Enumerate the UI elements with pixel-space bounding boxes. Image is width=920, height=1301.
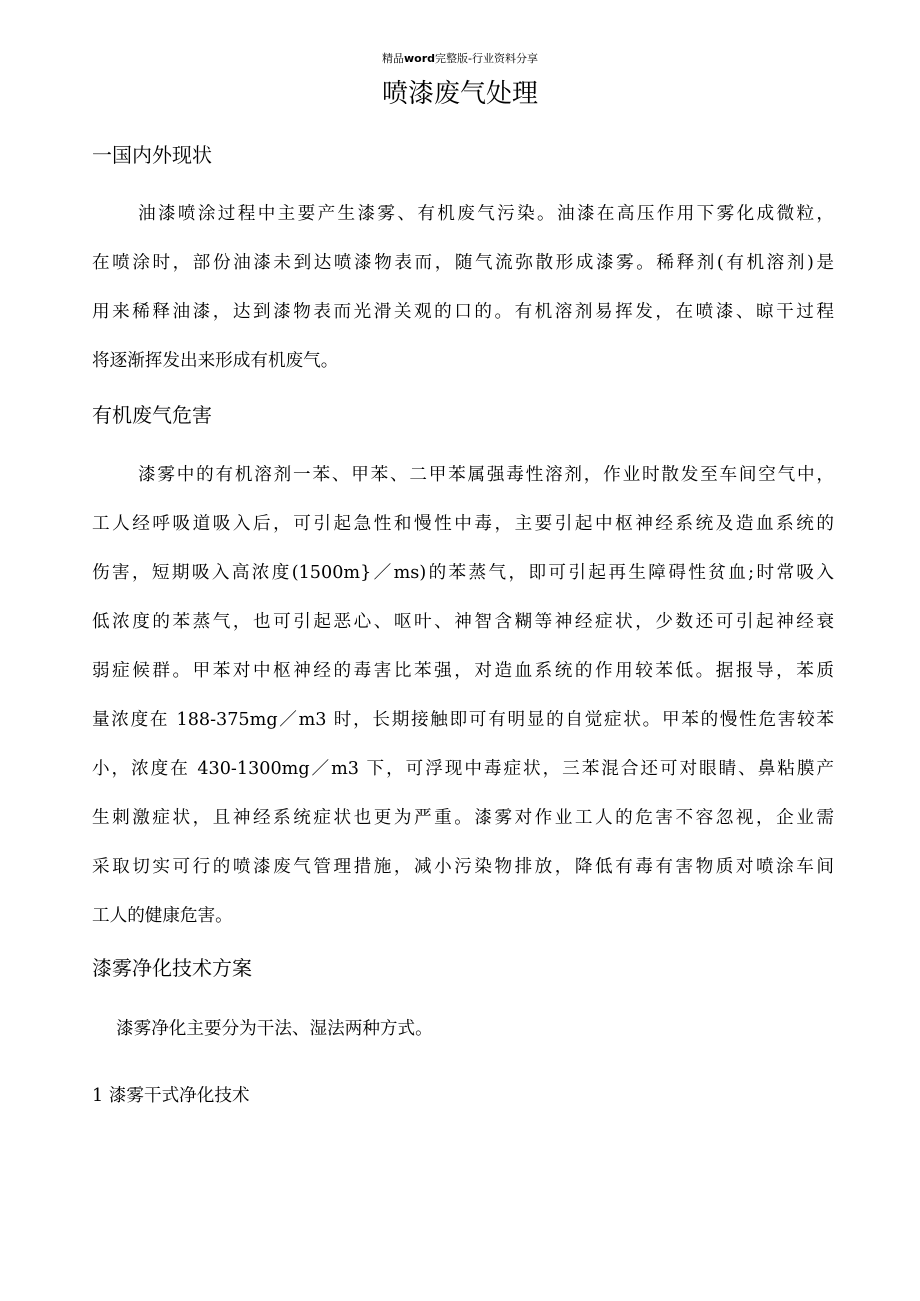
paragraph-line: 油漆喷涂过程中主要产生漆雾、有机废气污染。油漆在高压作用下雾化成微粒， — [138, 204, 834, 224]
paragraph-line: 将逐渐挥发出来形成有机废气。 — [92, 351, 339, 371]
header-suffix: 完整版-行业资料分享 — [435, 52, 538, 65]
page-title: 喷漆废气处理 — [381, 79, 538, 109]
header-prefix: 精品 — [382, 52, 404, 65]
subheading-dry-purification: 1 漆雾干式净化技术 — [92, 1086, 250, 1106]
paragraph-line: 小，浓度在 430-1300mg／m3 下，可浮现中毒症状，三苯混合还可对眼睛、鼻粘膜产 — [92, 759, 834, 779]
section-heading-purification: 漆雾净化技术方案 — [92, 956, 252, 980]
paragraph-line: 在喷涂时，部份油漆未到达喷漆物表而，随气流弥散形成漆雾。稀释剂(有机溶剂)是 — [92, 253, 834, 273]
paragraph-line: 漆雾中的有机溶剂一苯、甲苯、二甲苯属强毒性溶剂，作业时散发至车间空气中， — [138, 465, 834, 485]
section-paragraph-purification: 漆雾净化主要分为干法、湿法两种方式。 — [116, 1019, 433, 1039]
paragraph-line: 弱症候群。甲苯对中枢神经的毒害比苯强，对造血系统的作用较苯低。据报导，苯质 — [92, 661, 834, 681]
paragraph-line: 工人经呼吸道吸入后，可引起急性和慢性中毒，主要引起中枢神经系统及造血系统的 — [92, 514, 834, 534]
paragraph-line: 量浓度在 188-375mg／m3 时，长期接触即可有明显的自觉症状。甲苯的慢性危害较苯 — [92, 710, 834, 730]
section-heading-domestic-status: 一国内外现状 — [92, 143, 212, 167]
section-paragraph-domestic-status — [92, 190, 834, 386]
paragraph-line: 低浓度的苯蒸气，也可引起恶心、呕叶、神智含糊等神经症状，少数还可引起神经衰 — [92, 612, 834, 632]
paragraph-line: 伤害，短期吸入高浓度(1500m}／ms)的苯蒸气，即可引起再生障碍性贫血;时常吸入 — [92, 563, 834, 583]
paragraph-line: 采取切实可行的喷漆废气管理措施，减小污染物排放，降低有毒有害物质对喷涂车间 — [92, 857, 834, 877]
section-heading-hazards: 有机废气危害 — [92, 403, 212, 427]
header-bold: word — [404, 52, 436, 65]
page-header — [0, 52, 920, 66]
paragraph-line: 生刺激症状，且神经系统症状也更为严重。漆雾对作业工人的危害不容忽视，企业需 — [92, 808, 834, 828]
section-paragraph-hazards — [92, 451, 834, 941]
paragraph-line: 用来稀释油漆，达到漆物表而光滑关观的口的。有机溶剂易挥发，在喷漆、晾干过程 — [92, 302, 834, 322]
paragraph-line: 工人的健康危害。 — [92, 906, 233, 926]
